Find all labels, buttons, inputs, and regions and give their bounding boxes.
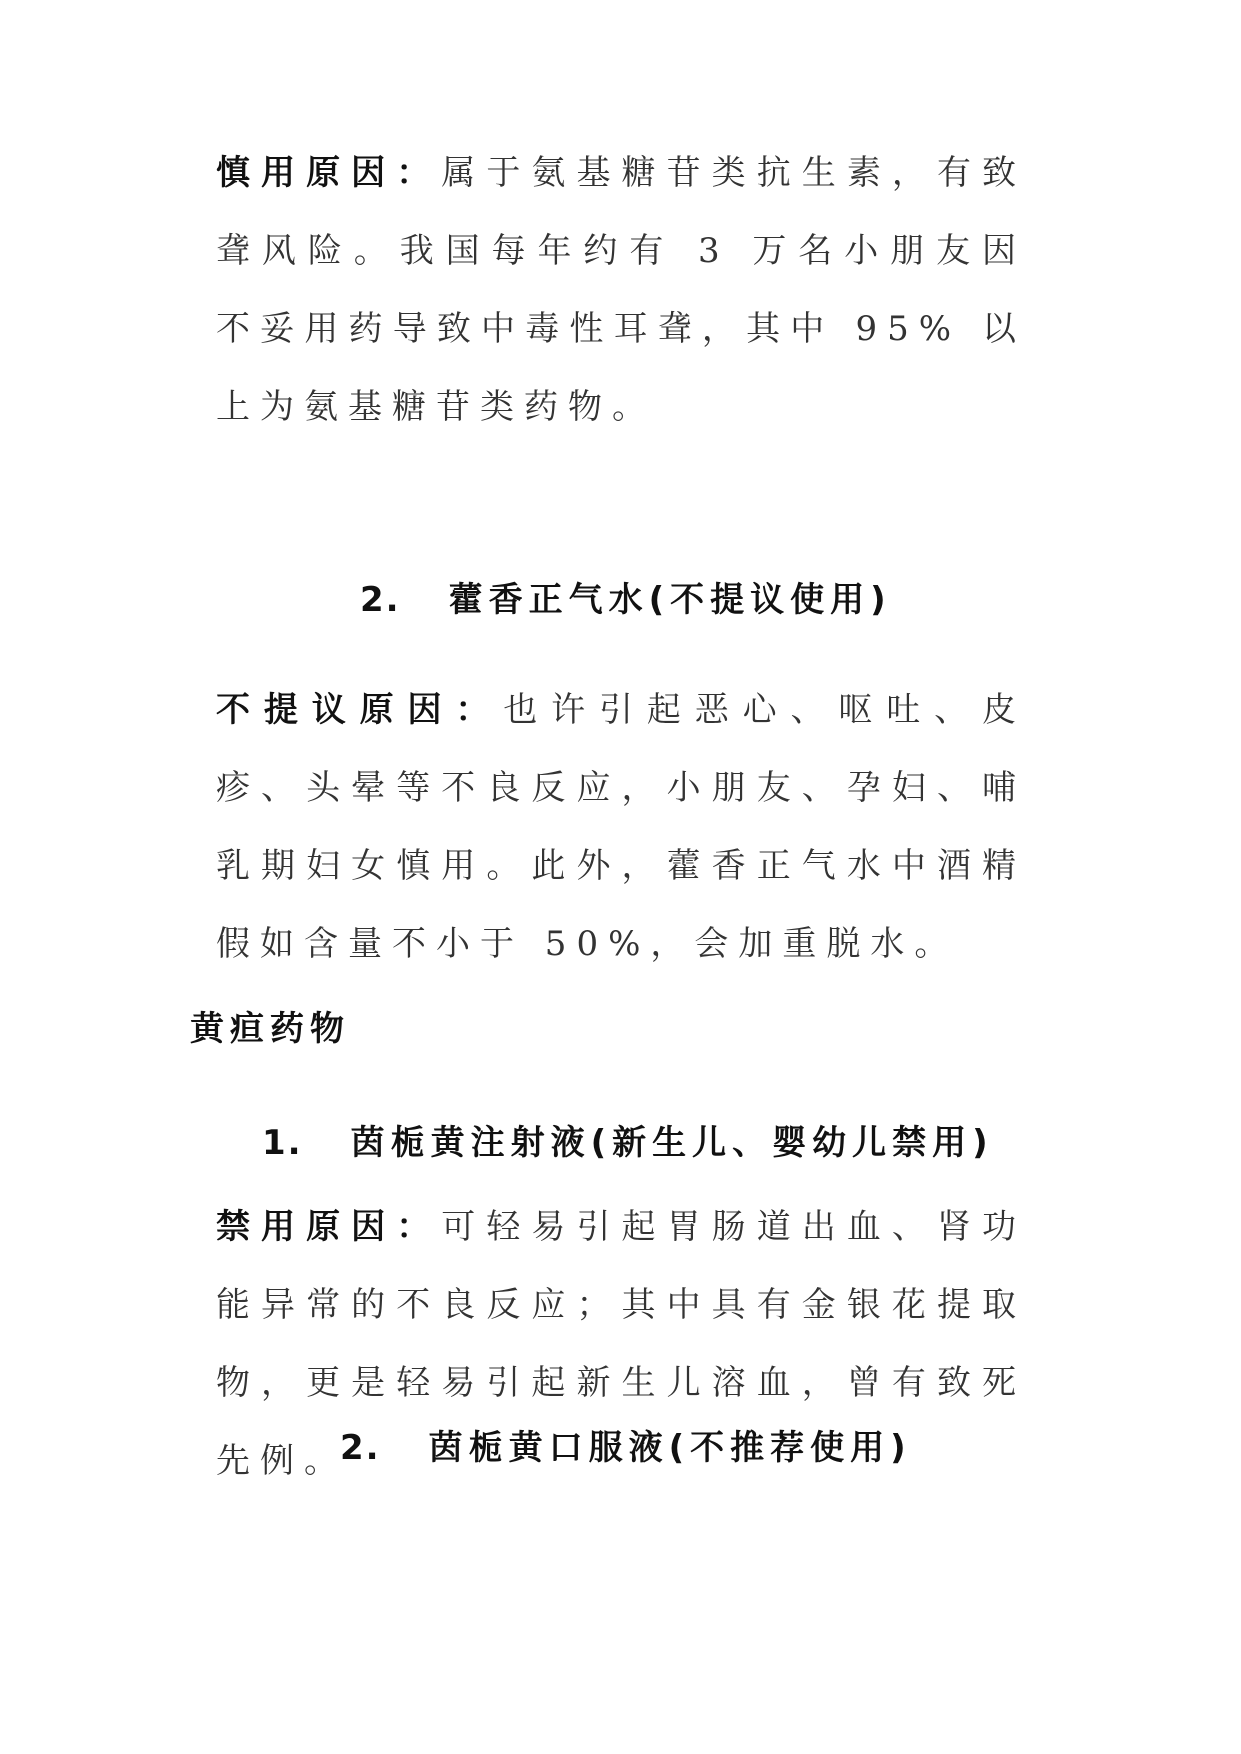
yinzhihuang-oral-heading (340, 1420, 912, 1469)
huoxiang-heading-number: 2. (360, 580, 401, 620)
jaundice-section-title: 黄疸药物 (190, 1009, 350, 1049)
yinzhihuang-oral-title: 茵栀黄口服液(不推荐使用) (428, 1428, 912, 1468)
not-recommended-reason-text: 也许引起恶心、呕吐、皮疹、头晕等不良反应，小朋友、孕妇、哺乳期妇女慎用。此外，藿香正气水中酒精假如含量不小于 50%，会加重脱水。 (216, 690, 1026, 964)
yinzhihuang-injection-heading (262, 1115, 994, 1164)
forbidden-reason-label: 禁用原因： (216, 1207, 442, 1247)
caution-reason-text: 属于氨基糖苷类抗生素，有致聋风险。我国每年约有 3 万名小朋友因不妥用药导致中毒性耳聋，其中 95% 以上为氨基糖苷类药物。 (216, 153, 1027, 427)
yinzhihuang-oral-number: 2. (340, 1428, 381, 1468)
yinzhihuang-injection-number: 1. (262, 1123, 303, 1163)
huoxiang-heading-title: 藿香正气水(不提议使用) (448, 580, 892, 620)
huoxiang-heading (360, 572, 892, 621)
not-recommended-reason-label: 不提议原因： (216, 690, 504, 730)
forbidden-reason-text: 可轻易引起胃肠道出血、肾功能异常的不良反应；其中具有金银花提取物，更是轻易引起新生儿溶血，曾有致死先例。 (216, 1207, 1027, 1481)
caution-reason-paragraph (216, 134, 1026, 446)
caution-reason-label: 慎用原因： (216, 153, 442, 193)
not-recommended-reason-paragraph (216, 671, 1026, 983)
yinzhihuang-injection-title: 茵栀黄注射液(新生儿、婴幼儿禁用) (350, 1123, 994, 1163)
